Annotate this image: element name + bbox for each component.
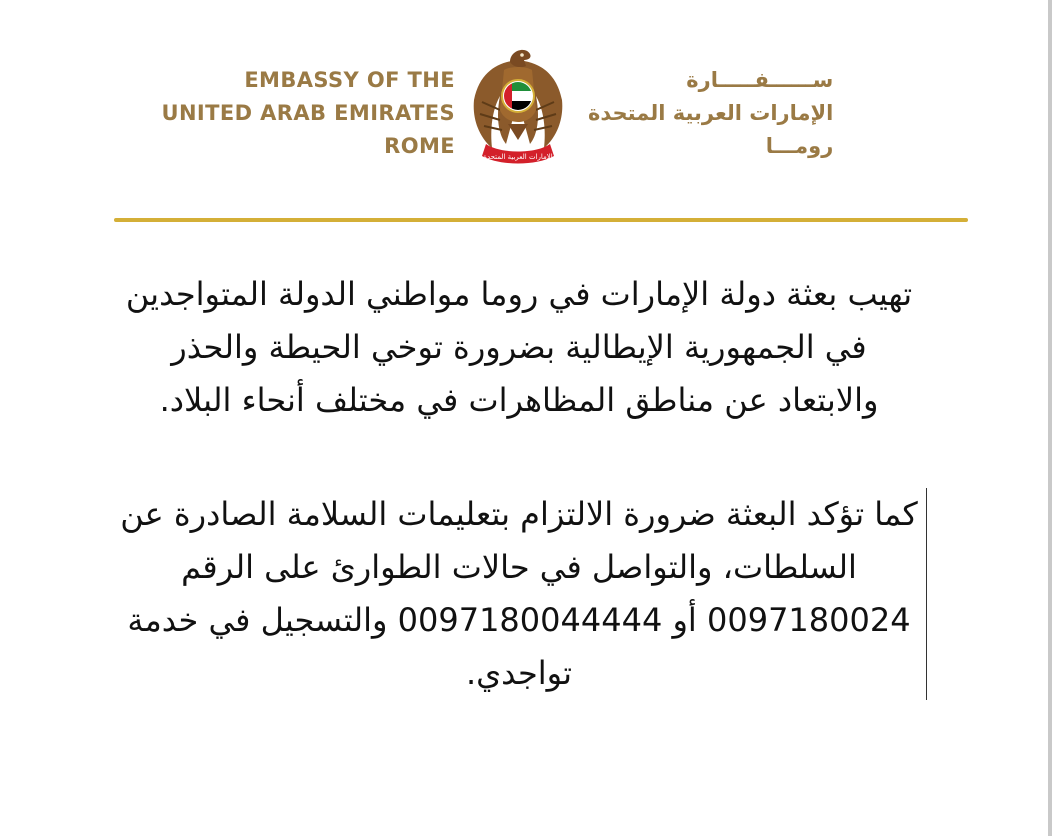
emergency-contact-paragraph: كما تؤكد البعثة ضرورة الالتزام بتعليمات السلامة الصادرة عن السلطات، والتواصل في حالات الطوارئ على الرقم 0097180024 أو 0097180044444 والتسجيل في خدمة تواجدي.	[118, 488, 927, 700]
page-right-edge	[1048, 0, 1052, 836]
embassy-name-english	[162, 64, 456, 163]
arabic-line-1: ســــــفـــــارة	[686, 68, 834, 92]
arabic-line-2: الإمارات العربية المتحدة	[588, 101, 834, 125]
emblem-ribbon-text: الإمارات العربية المتحدة	[483, 153, 553, 161]
uae-emblem-icon	[470, 40, 566, 170]
english-line-1: EMBASSY OF THE	[244, 68, 455, 92]
advisory-paragraph: تهيب بعثة دولة الإمارات في روما مواطني الدولة المتواجدين في الجمهورية الإيطالية بضرورة توخي الحيطة والحذر والابتعاد عن مناطق المظاهرات في مختلف أنحاء البلاد.	[125, 275, 913, 419]
arabic-line-3: رومـــا	[765, 134, 834, 158]
english-line-2: UNITED ARAB EMIRATES	[161, 101, 455, 125]
embassy-letterhead	[150, 40, 910, 175]
embassy-name-arabic	[588, 64, 833, 163]
gold-divider	[114, 218, 968, 222]
english-line-3: ROME	[384, 134, 455, 158]
